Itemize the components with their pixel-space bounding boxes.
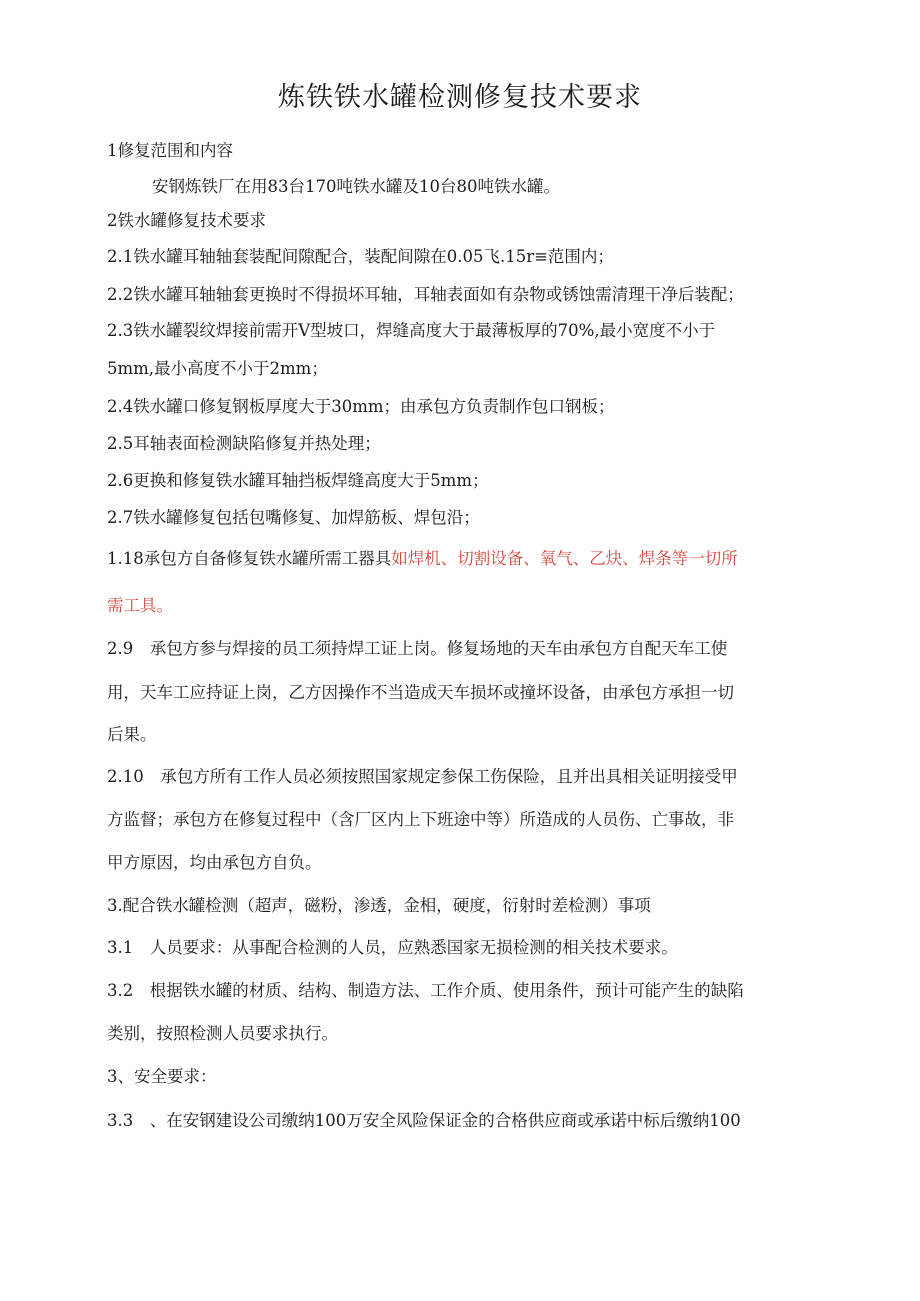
paragraph-scope: 安钢炼铁厂在用83台170吨铁水罐及10台80吨铁水罐。 (152, 177, 560, 196)
item-2-10-cont-2: 甲方原因，均由承包方自负。 (107, 853, 322, 872)
item-1-18-text: 1.18承包方自备修复铁水罐所需工器具 (107, 549, 392, 568)
item-2-5: 2.5耳轴表面检测缺陷修复并热处理； (107, 434, 381, 453)
item-1-18 (107, 547, 738, 571)
item-2-9: 2.9 承包方参与焊接的员工须持焊工证上岗。修复场地的天车由承包方自配天车工使 (107, 639, 728, 658)
item-3-3: 3.3 、在安钢建设公司缴纳100万安全风险保证金的合格供应商或承诺中标后缴纳100 (107, 1111, 741, 1130)
item-2-9-cont-2: 后果。 (107, 725, 157, 744)
item-3-2-cont: 类别，按照检测人员要求执行。 (107, 1024, 338, 1043)
item-2-4: 2.4铁水罐口修复钢板厚度大于30mm；由承包方负责制作包口钢板； (107, 397, 615, 416)
item-2-10: 2.10 承包方所有工作人员必须按照国家规定参保工伤保险，且并出具相关证明接受甲 (107, 767, 738, 786)
item-2-10-cont-1: 方监督；承包方在修复过程中（含厂区内上下班途中等）所造成的人员伤、亡事故，非 (107, 810, 734, 829)
heading-2: 2铁水罐修复技术要求 (107, 211, 266, 230)
item-3-2: 3.2 根据铁水罐的材质、结构、制造方法、工作介质、使用条件，预计可能产生的缺陷 (107, 981, 744, 1000)
item-2-3-cont: 5mm,最小高度不小于2mm； (107, 359, 328, 378)
item-1-18-cont: 需工具。 (107, 596, 173, 615)
heading-1: 1修复范围和内容 (107, 141, 233, 160)
heading-3-safety: 3、安全要求： (107, 1067, 217, 1086)
item-2-9-cont-1: 用，天车工应持证上岗，乙方因操作不当造成天车损坏或撞坏设备，由承包方承担一切 (107, 683, 734, 702)
item-2-1: 2.1铁水罐耳轴轴套装配间隙配合，装配间隙在0.05飞.15r≡范围内； (107, 247, 614, 266)
item-2-6: 2.6更换和修复铁水罐耳轴挡板焊缝高度大于5mm； (107, 471, 489, 490)
item-2-2: 2.2铁水罐耳轴轴套更换时不得损坏耳轴，耳轴表面如有杂物或锈蚀需清理干净后装配； (107, 285, 744, 304)
item-1-18-highlight: 如焊机、切割设备、氧气、乙炔、焊条等一切所 (391, 549, 738, 568)
item-2-7: 2.7铁水罐修复包括包嘴修复、加焊筋板、焊包沿； (107, 508, 480, 527)
document-title: 炼铁铁水罐检测修复技术要求 (278, 82, 642, 113)
item-3-1: 3.1 人员要求：从事配合检测的人员，应熟悉国家无损检测的相关技术要求。 (107, 938, 678, 957)
item-2-3: 2.3铁水罐裂纹焊接前需开V型坡口，焊缝高度大于最薄板厚的70%,最小宽度不小于 (107, 321, 716, 340)
heading-3: 3.配合铁水罐检测（超声，磁粉，渗透，金相，硬度，衍射时差检测）事项 (107, 896, 651, 915)
